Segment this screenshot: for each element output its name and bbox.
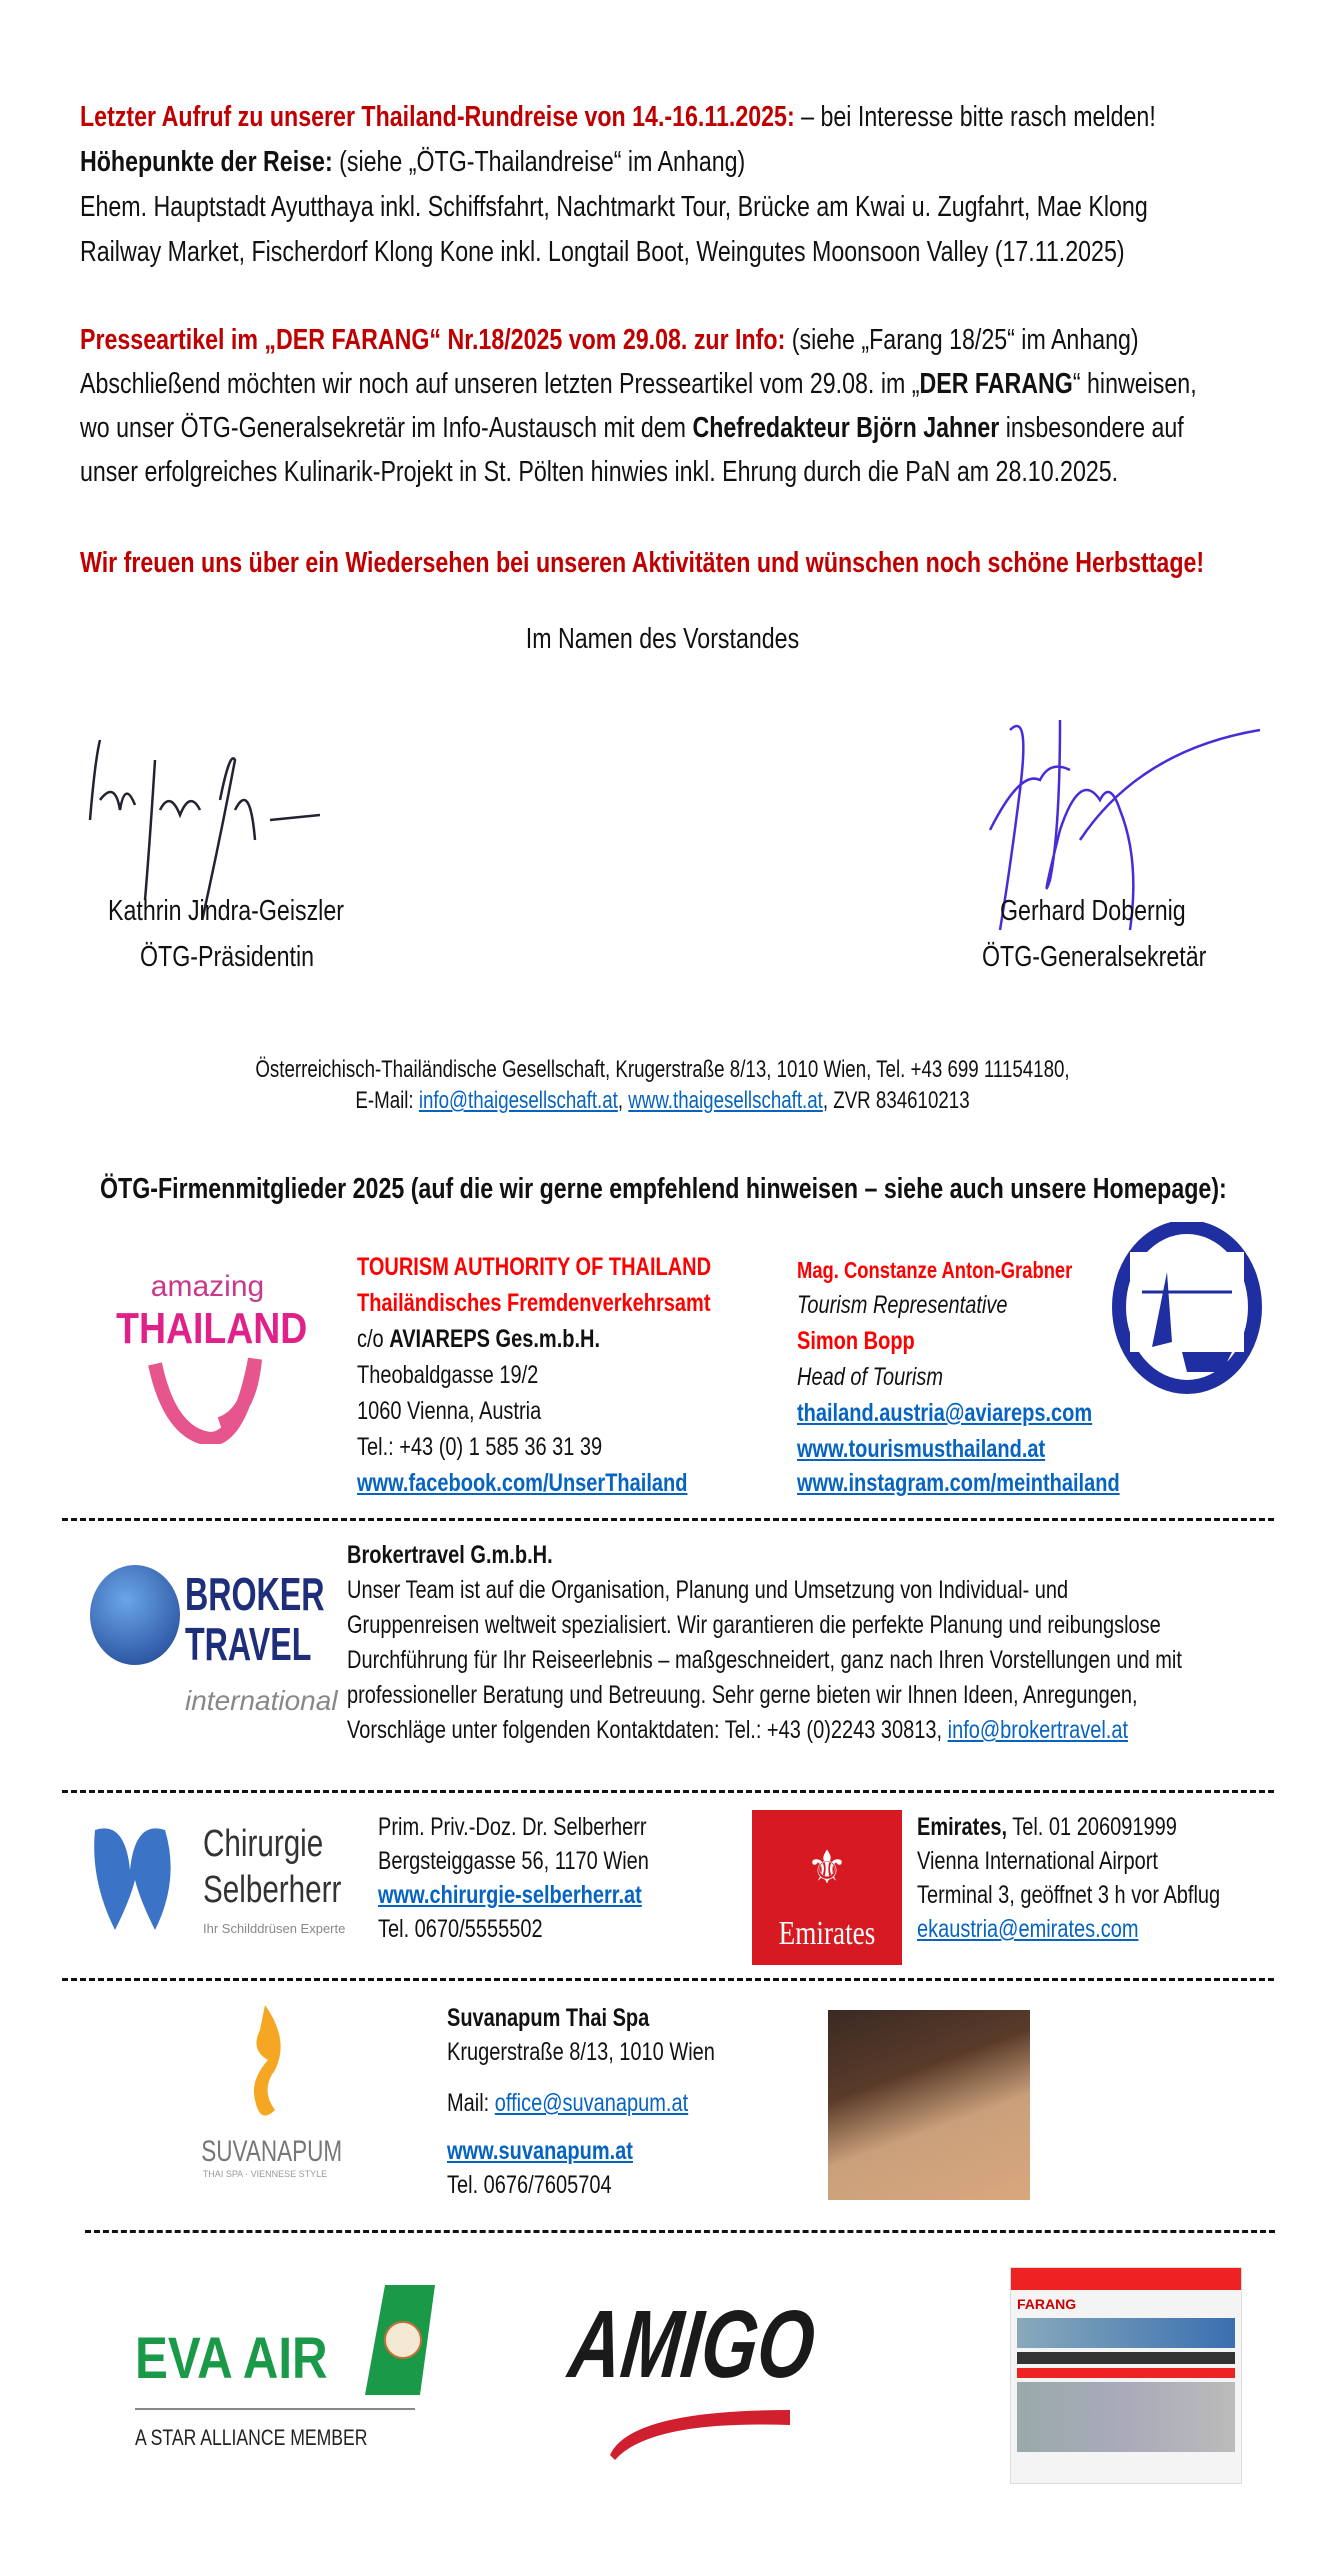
society-contact	[146, 1087, 1180, 1115]
press-farang: DER FARANG	[919, 368, 1073, 400]
article-images	[1017, 2382, 1235, 2452]
tat-contact1-role: Tourism Representative	[797, 1291, 1008, 1319]
swoosh-icon	[570, 2400, 840, 2460]
logo-text: BROKER	[185, 1568, 325, 1620]
tat-subtitle: Thailändisches Fremdenverkehrsamt	[357, 1289, 711, 1317]
press-editor: Chefredakteur Björn Jahner	[692, 412, 1000, 444]
suvanapum-email-link[interactable]: office@suvanapum.at	[494, 2089, 689, 2117]
tat-website-link[interactable]: www.tourismusthailand.at	[797, 1435, 1046, 1463]
highlights-heading: Höhepunkte der Reise:	[80, 146, 333, 178]
logo-text: A STAR ALLIANCE MEMBER	[135, 2425, 368, 2450]
suvanapum-logo	[180, 2000, 350, 2200]
logo-text: SUVANAPUM	[201, 2135, 343, 2168]
trip-call-text: – bei Interesse bitte rasch melden!	[794, 101, 1156, 133]
logo-text: FARANG	[1017, 2296, 1077, 2312]
logo-text: international	[185, 1685, 338, 1716]
signatory-role-left: ÖTG-Präsidentin	[140, 941, 315, 973]
members-heading: ÖTG-Firmenmitglieder 2025 (auf die wir gerne empfehlend hinweisen – siehe auch unsere Homepage):	[100, 1173, 1227, 1205]
email-label: E-Mail:	[355, 1087, 419, 1114]
broker-text-4: professioneller Beratung und Betreuung. Sehr gerne bieten wir Ihnen Ideen, Anregungen,	[347, 1681, 1138, 1709]
eva-tail-icon	[365, 2285, 435, 2395]
selberherr-name: Prim. Priv.-Doz. Dr. Selberherr	[378, 1813, 647, 1841]
tat-facebook-link[interactable]: www.facebook.com/UnserThailand	[357, 1469, 688, 1497]
selberherr-tel: Tel. 0670/5555502	[378, 1915, 543, 1943]
broker-contact: Vorschläge unter folgenden Kontaktdaten: Tel.: +43 (0)2243 30813,	[347, 1716, 948, 1744]
highlights-ref: (siehe „ÖTG-Thailandreise“ im Anhang)	[332, 146, 746, 178]
emirates-tel: Tel. 01 206091999	[1007, 1813, 1177, 1841]
amazing-thailand-logo	[100, 1270, 315, 1450]
co-prefix: c/o	[357, 1325, 390, 1353]
press-heading: Presseartikel im „DER FARANG“ Nr.18/2025 vom 29.08. zur Info:	[80, 324, 786, 356]
signatory-role-right: ÖTG-Generalsekretär	[982, 941, 1207, 973]
signature-left	[80, 720, 480, 920]
logo-text: TRAVEL	[185, 1618, 312, 1670]
divider	[62, 1790, 1274, 1793]
emirates-airport: Vienna International Airport	[917, 1847, 1158, 1875]
logo-text: THAI SPA · VIENNESE STYLE	[202, 2169, 328, 2179]
tat-contact2-role: Head of Tourism	[797, 1363, 943, 1391]
emirates-logo	[752, 1810, 902, 1965]
society-email-link[interactable]: info@thaigesellschaft.at	[418, 1087, 618, 1114]
mail-label: Mail:	[447, 2089, 495, 2117]
tat-instagram-link[interactable]: www.instagram.com/meinthailand	[797, 1469, 1120, 1497]
emirates-terminal: Terminal 3, geöffnet 3 h vor Abflug	[917, 1881, 1221, 1909]
signatory-name-left: Kathrin Jindra-Geiszler	[108, 895, 344, 927]
eva-air-logo	[135, 2285, 435, 2455]
logo-text: THAILAND	[116, 1304, 308, 1353]
farang-website-screenshot	[1010, 2267, 1242, 2484]
globe-icon	[90, 1565, 180, 1665]
separator: ,	[617, 1087, 629, 1114]
tat-city: 1060 Vienna, Austria	[357, 1397, 542, 1425]
zvr-number: , ZVR 834610213	[822, 1087, 970, 1114]
broker-name: Brokertravel G.m.b.H.	[347, 1541, 553, 1569]
trip-call-line	[80, 100, 1156, 134]
press-text: Abschließend möchten wir noch auf unseren letzten Presseartikel vom 29.08. im „	[80, 368, 920, 400]
amigo-logo	[564, 2290, 840, 2460]
press-ref: (siehe „Farang 18/25“ im Anhang)	[785, 324, 1139, 356]
logo-text: Selberherr	[203, 1869, 342, 1911]
closing-greeting: Wir freuen uns über ein Wiedersehen bei unseren Aktivitäten und wünschen noch schöne Herbsttage!	[80, 547, 1205, 579]
society-address: Österreichisch-Thailändische Gesellschaft, Krugerstraße 8/13, 1010 Wien, Tel. +43 699 11154180,	[255, 1056, 1070, 1083]
press-heading-line	[80, 323, 1139, 357]
press-text: “ hinweisen,	[1072, 368, 1197, 400]
header-bar	[1017, 2368, 1235, 2378]
society-website-link[interactable]: www.thaigesellschaft.at	[628, 1087, 823, 1114]
signatory-name-right: Gerhard Dobernig	[1000, 895, 1186, 927]
press-text: wo unser ÖTG-Generalsekretär im Info-Austausch mit dem	[80, 412, 693, 444]
on-behalf: Im Namen des Vorstandes	[525, 623, 800, 655]
press-text-3: unser erfolgreiches Kulinarik-Projekt in St. Pölten hinwies inkl. Ehrung durch die PaN am 28.10.2025.	[80, 456, 1119, 488]
broker-email-link[interactable]: info@brokertravel.at	[947, 1716, 1129, 1744]
tat-name: TOURISM AUTHORITY OF THAILAND	[357, 1253, 712, 1281]
emirates-calligraphy-icon: ⚜	[806, 1841, 848, 1893]
thyroid-icon	[85, 1820, 185, 1940]
ad-image	[1017, 2318, 1235, 2348]
broker-text-5	[347, 1715, 1128, 1745]
highlights-text-1: Ehem. Hauptstadt Ayutthaya inkl. Schiffsfahrt, Nachtmarkt Tour, Brücke am Kwai u. Zugfahrt, Mae Klong	[80, 191, 1148, 223]
tat-email-link[interactable]: thailand.austria@aviareps.com	[797, 1399, 1093, 1427]
tat-contact1-name: Mag. Constanze Anton-Grabner	[797, 1257, 1073, 1283]
trip-call-heading: Letzter Aufruf zu unserer Thailand-Rundreise von 14.-16.11.2025:	[80, 101, 795, 133]
press-text-2	[80, 411, 1184, 445]
selberherr-address: Bergsteiggasse 56, 1170 Wien	[378, 1847, 649, 1875]
emirates-email-link[interactable]: ekaustria@emirates.com	[917, 1915, 1139, 1943]
tat-co	[357, 1324, 600, 1354]
nav-bar	[1017, 2352, 1235, 2364]
logo-text: Chirurgie	[203, 1823, 324, 1865]
broker-text-2: Gruppenreisen weltweit spezialisiert. Wir garantieren die perfekte Planung und reibungslose	[347, 1611, 1161, 1639]
tat-street: Theobaldgasse 19/2	[357, 1361, 539, 1389]
tat-contact2-name: Simon Bopp	[797, 1327, 915, 1355]
divider	[135, 2408, 415, 2410]
suvanapum-tel: Tel. 0676/7605704	[447, 2171, 612, 2199]
broker-travel-logo	[85, 1555, 338, 1735]
emirates-name: Emirates,	[917, 1813, 1008, 1841]
press-text-1	[80, 367, 1197, 401]
massage-photo	[828, 2010, 1030, 2200]
suvanapum-mail	[447, 2088, 688, 2118]
banner	[1011, 2268, 1241, 2290]
divider	[62, 1518, 1274, 1521]
broker-text-3: Durchführung für Ihr Reiseerlebnis – maßgeschneidert, ganz nach Ihren Vorstellungen und mit	[347, 1646, 1182, 1674]
highlights-line	[80, 145, 745, 179]
flame-icon	[180, 2000, 350, 2130]
divider	[62, 1978, 1274, 1981]
logo-text: amazing	[150, 1270, 265, 1303]
suvanapum-website-link[interactable]: www.suvanapum.at	[447, 2137, 633, 2165]
tat-seal-logo	[1112, 1222, 1262, 1397]
smile-icon	[100, 1354, 315, 1444]
suvanapum-name: Suvanapum Thai Spa	[447, 2004, 650, 2032]
press-text: insbesondere auf	[999, 412, 1184, 444]
chirurgie-selberherr-logo	[85, 1815, 355, 1945]
suvanapum-address: Krugerstraße 8/13, 1010 Wien	[447, 2038, 715, 2066]
logo-text: AMIGO	[564, 2291, 820, 2398]
logo-text: EVA AIR	[135, 2326, 328, 2391]
selberherr-website-link[interactable]: www.chirurgie-selberherr.at	[378, 1881, 642, 1909]
emirates-name-line	[917, 1812, 1177, 1842]
divider	[85, 2230, 1275, 2233]
tat-tel: Tel.: +43 (0) 1 585 36 31 39	[357, 1433, 603, 1461]
logo-text: Emirates	[778, 1915, 876, 1952]
highlights-text-2: Railway Market, Fischerdorf Klong Kone inkl. Longtail Boot, Weingutes Moonsoon Valley (17.11.2025)	[80, 236, 1125, 268]
broker-text-1: Unser Team ist auf die Organisation, Planung und Umsetzung von Individual- und	[347, 1576, 1069, 1604]
logo-text: Ihr Schilddrüsen Experte	[203, 1921, 346, 1936]
co-name: AVIAREPS Ges.m.b.H.	[389, 1325, 601, 1353]
